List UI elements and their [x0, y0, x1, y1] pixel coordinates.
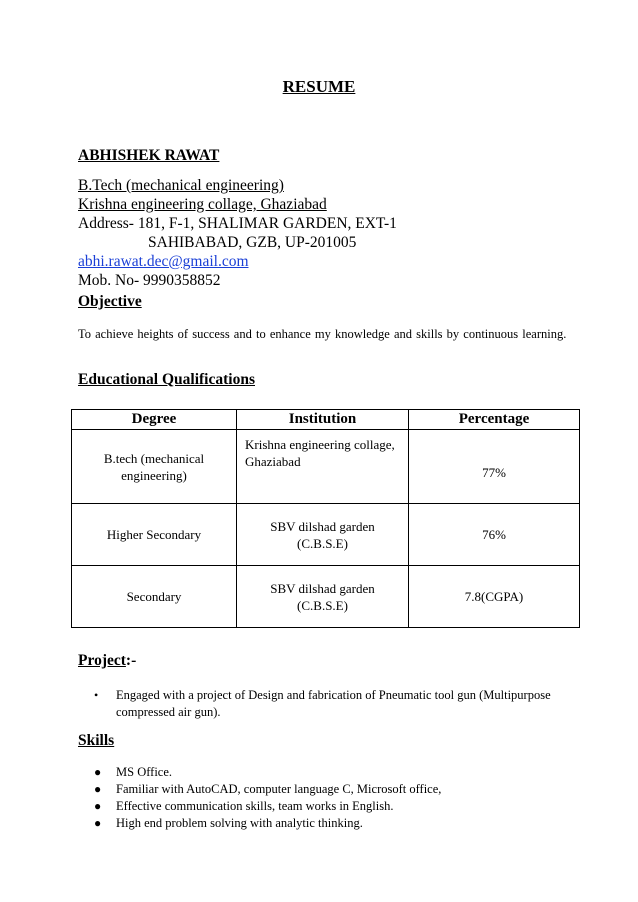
institution-text-line-2: Ghaziabad — [245, 454, 301, 469]
project-item-text: Engaged with a project of Design and fabrication of Pneumatic tool gun (Multipurpose compressed air gun). — [116, 688, 551, 719]
list-item — [94, 798, 574, 815]
degree-cell: Secondary — [72, 566, 237, 628]
institution-text-line-1: SBV dilshad garden — [270, 580, 375, 596]
skills-heading — [78, 732, 114, 750]
skill-item-text: MS Office. — [116, 765, 173, 779]
address-line-1: Address- 181, F-1, SHALIMAR GARDEN, EXT-1 — [78, 215, 397, 232]
project-list — [94, 687, 574, 721]
institution-text-line-2: (C.B.S.E) — [297, 597, 348, 613]
bullet-icon: ● — [94, 799, 102, 813]
objective-text: To achieve heights of success and to enhance my knowledge and skills by continuous learning. — [78, 327, 567, 341]
contact-block — [78, 176, 397, 290]
degree-cell — [72, 430, 237, 504]
column-header-institution: Institution — [237, 410, 409, 430]
column-header-degree: Degree — [72, 410, 237, 430]
mobile-line: Mob. No- 9990358852 — [78, 272, 221, 289]
percentage-cell: 76% — [409, 504, 580, 566]
table-row — [72, 566, 580, 628]
column-header-percentage: Percentage — [409, 410, 580, 430]
document-title: RESUME — [282, 77, 356, 96]
institution-cell — [237, 430, 409, 504]
institution-text-line-1: SBV dilshad garden — [270, 518, 375, 534]
degree-cell: Higher Secondary — [72, 504, 237, 566]
address-line-2: SAHIBABAD, GZB, UP-201005 — [148, 234, 357, 251]
skill-item-text: High end problem solving with analytic thinking. — [116, 816, 363, 830]
candidate-name: ABHISHEK RAWAT — [78, 147, 220, 164]
list-item — [94, 764, 574, 781]
table-row — [72, 504, 580, 566]
college-line: Krishna engineering collage, Ghaziabad — [78, 196, 327, 213]
degree-text-line-2: engineering) — [121, 467, 187, 483]
email-link[interactable]: abhi.rawat.dec@gmail.com — [78, 253, 249, 270]
institution-text-line-2: (C.B.S.E) — [297, 535, 348, 551]
table-header-row — [72, 410, 580, 430]
institution-text-line-1: Krishna engineering collage, — [245, 437, 395, 452]
bullet-icon: • — [94, 688, 99, 702]
percentage-cell: 77% — [409, 430, 580, 504]
bullet-icon: ● — [94, 782, 102, 796]
list-item — [94, 815, 574, 832]
percentage-cell: 7.8(CGPA) — [409, 566, 580, 628]
skill-item-text: Familiar with AutoCAD, computer language C, Microsoft office, — [116, 782, 442, 796]
bullet-icon: ● — [94, 816, 102, 830]
table-row — [72, 430, 580, 504]
education-table — [71, 409, 580, 628]
degree-line: B.Tech (mechanical engineering) — [78, 177, 284, 194]
education-heading — [78, 371, 255, 389]
list-item — [94, 781, 574, 798]
education-heading-text: Educational Qualifications — [78, 371, 255, 388]
skills-list — [94, 764, 574, 832]
institution-cell — [237, 504, 409, 566]
objective-heading — [78, 293, 142, 311]
bullet-icon: ● — [94, 765, 102, 779]
skill-item-text: Effective communication skills, team works in English. — [116, 799, 394, 813]
objective-heading-text: Objective — [78, 293, 142, 310]
project-heading — [78, 652, 136, 670]
project-heading-text: Project — [78, 652, 126, 669]
institution-cell — [237, 566, 409, 628]
project-heading-suffix: :- — [125, 652, 137, 669]
list-item — [94, 687, 574, 721]
skills-heading-text: Skills — [78, 732, 115, 749]
degree-text-line-1: B.tech (mechanical — [103, 450, 205, 466]
